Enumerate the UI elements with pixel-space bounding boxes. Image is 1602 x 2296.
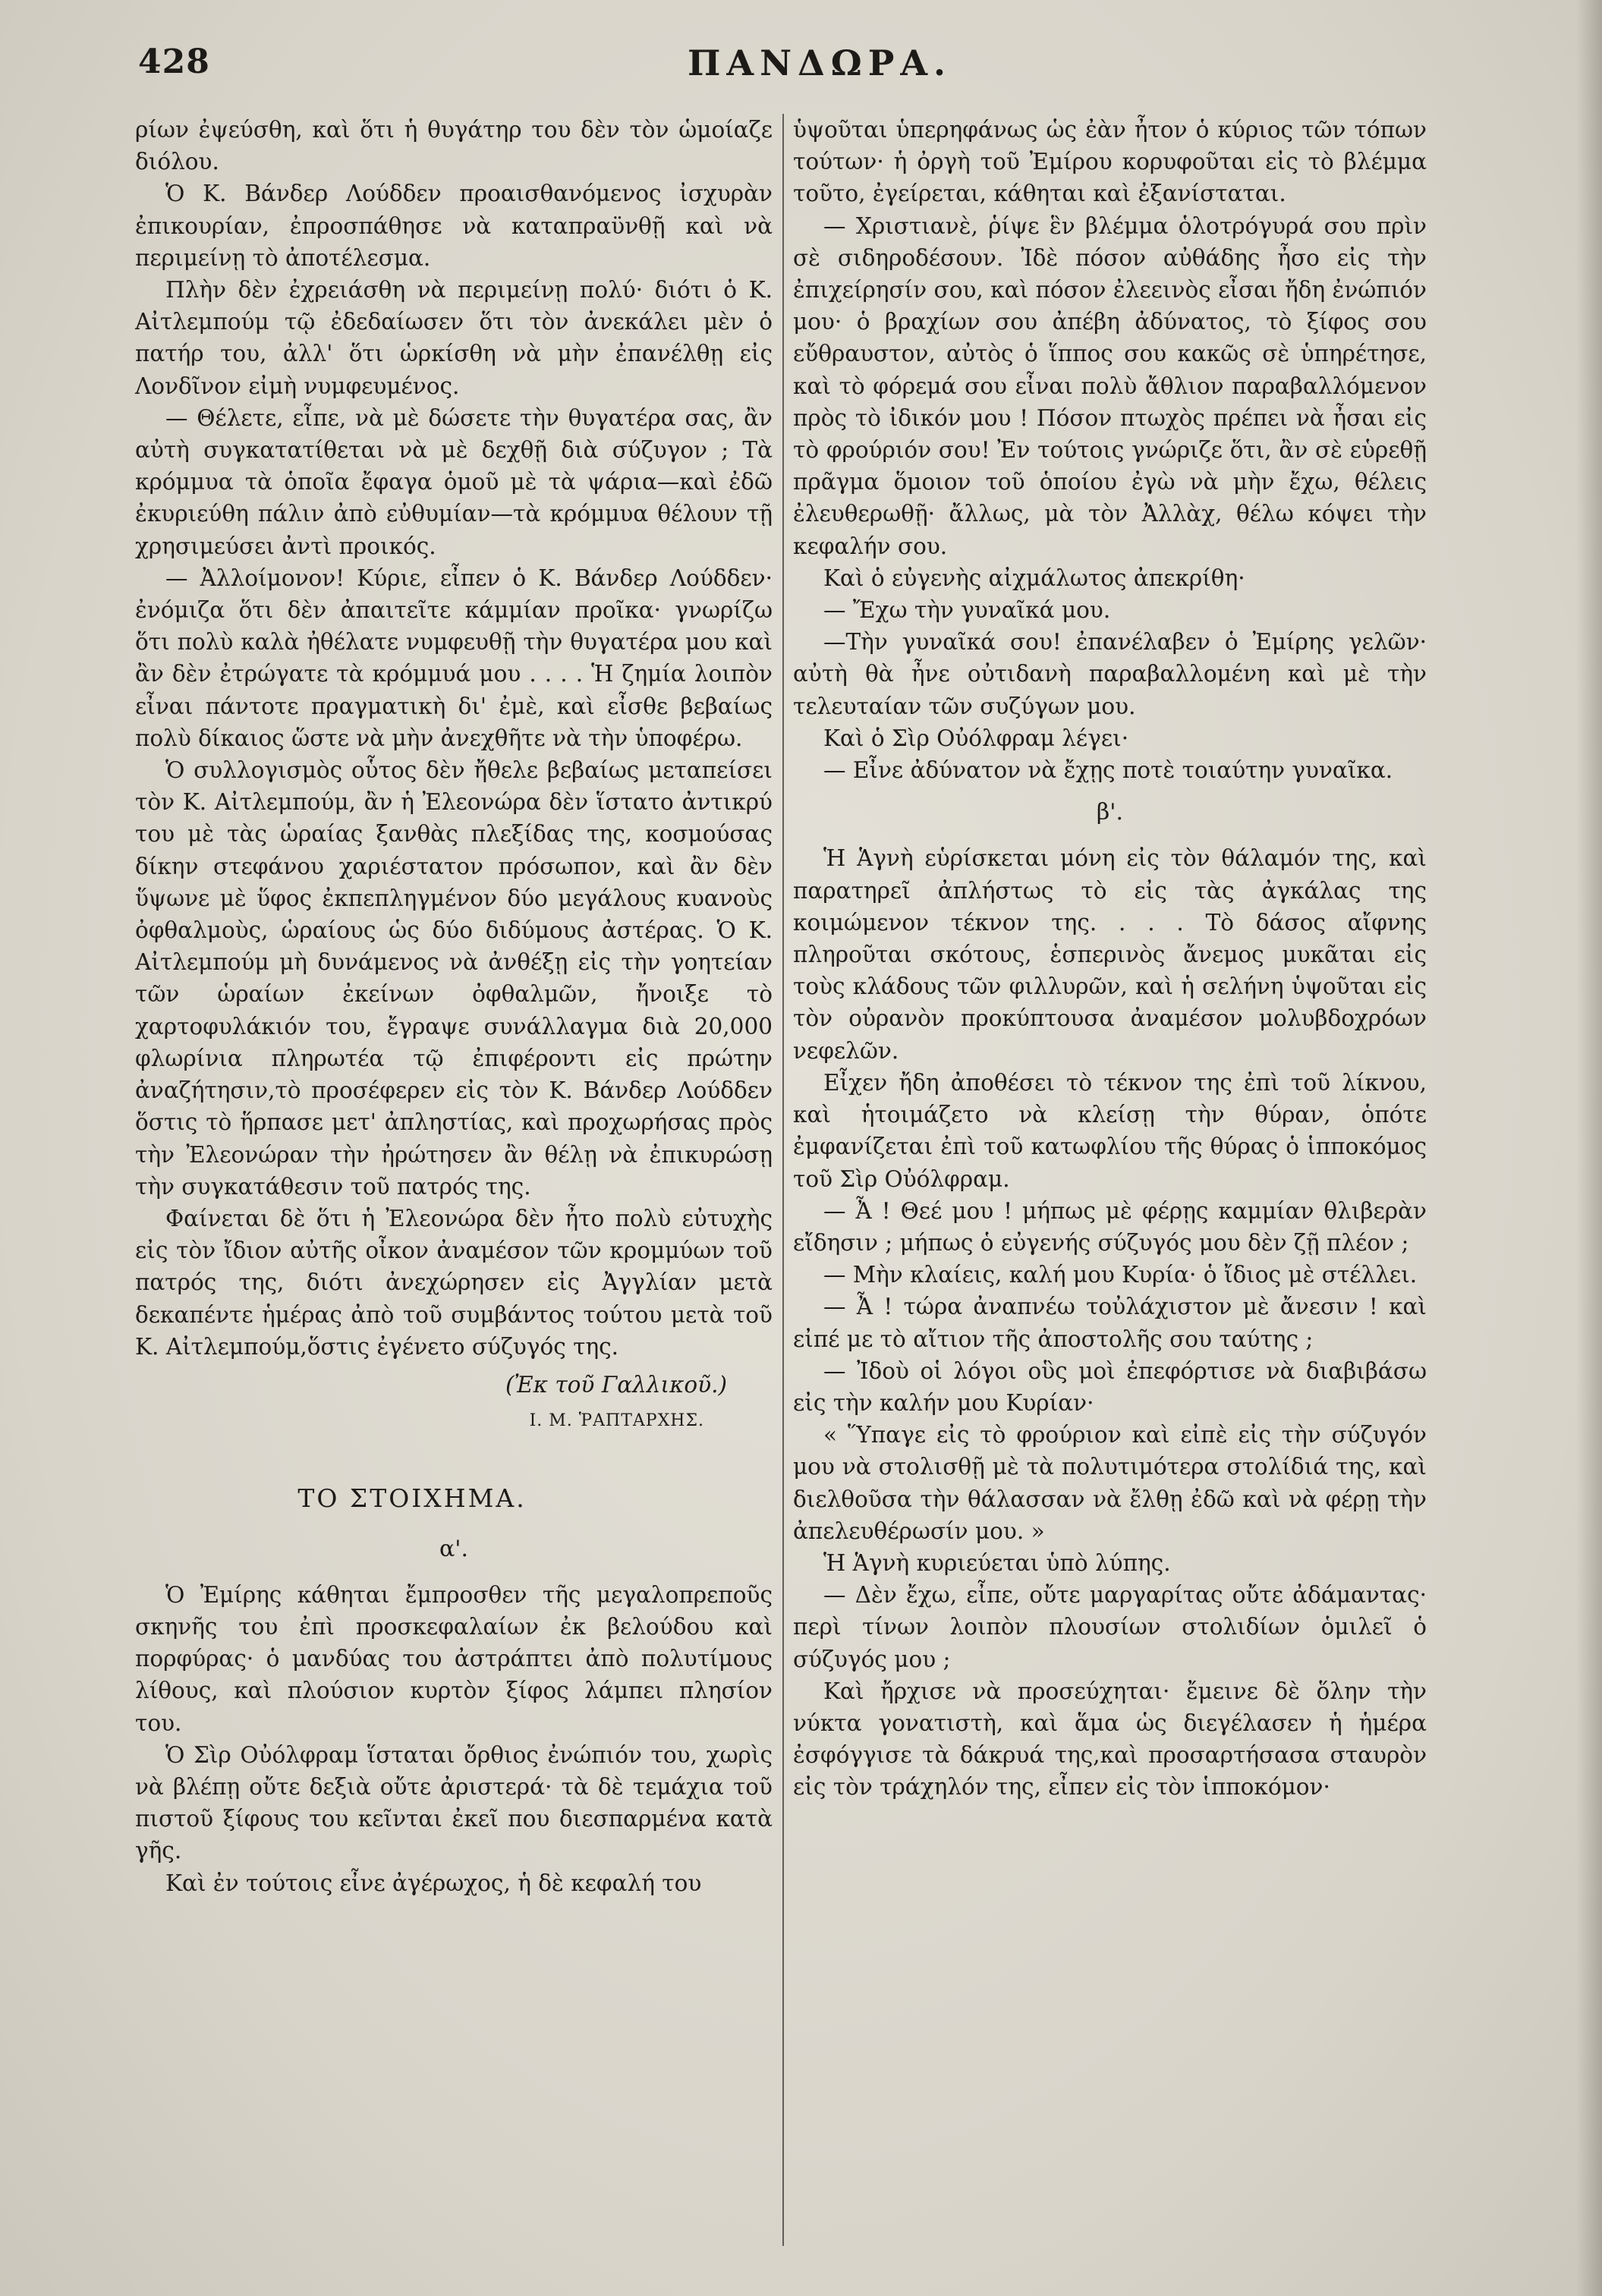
paragraph: Εἶχεν ἤδη ἀποθέσει τὸ τέκνον της ἐπὶ τοῦ λίκνου, καὶ ἡτοιμάζετο νὰ κλείσῃ τὴν θύραν, ὁπότε ἐμφανίζεται ἐπὶ τοῦ κατωφλίου τῆς θύρας ὁ ἱπποκόμος τοῦ Σὶρ Οὐόλφραμ. [793,1069,1427,1192]
paragraph: Ἡ Ἁγνὴ κυριεύεται ὑπὸ λύπης. [823,1549,1171,1576]
author-signature: Ι. Μ. ῬΑΠΤΑΡΧΗΣ. [529,1411,704,1431]
paragraph: Καὶ ὁ εὐγενὴς αἰχμάλωτος ἀπεκρίθη· [823,565,1245,591]
paragraph: Ὁ Κ. Βάνδερ Λούδδεν προαισθανόμενος ἰσχυρὰν ἐπικουρίαν, ἐπροσπάθησε νὰ καταπραϋνθῇ καὶ νὰ περιμείνῃ τὸ ἀποτέλεσμα. [135,181,773,271]
paragraph: — Ἰδοὺ οἱ λόγοι οὓς μοὶ ἐπεφόρτισε νὰ διαβιβάσω εἰς τὴν καλήν μου Κυρίαν· [793,1357,1427,1416]
binding-shadow [1576,0,1602,2296]
paragraph: Ἡ Ἁγνὴ εὑρίσκεται μόνη εἰς τὸν θάλαμόν της, καὶ παρατηρεῖ ἀπλήστως τὸ εἰς τὰς ἀγκάλας της κοιμώμενον τέκνον της. . . . Τὸ δάσος αἴφνης πληροῦται σκότους, ἑσπερινὸς ἄνεμος μυκᾶται εἰς τοὺς κλάδους τῶν φιλλυρῶν, καὶ ἡ σελήνη ὑψοῦται εἰς τὸν οὐρανὸν προκύπτουσα ἀναμέσον μολυβδοχρόων νεφελῶν. [793,845,1427,1064]
running-title: ΠΑΝΔΩΡΑ. [687,42,952,83]
paragraph: « Ὕπαγε εἰς τὸ φρούριον καὶ εἰπὲ εἰς τὴν σύζυγόν μου νὰ στολισθῇ μὲ τὰ πολυτιμότερα στολίδιά της, καὶ διελθοῦσα τὴν θάλασσαν νὰ ἔλθῃ ἐδῶ καὶ νὰ φέρῃ τὴν ἀπελευθέρωσίν μου. » [793,1422,1427,1544]
paragraph: ρίων ἐψεύσθη, καὶ ὅτι ἡ θυγάτηρ του δὲν τὸν ὡμοίαζε διόλου. [135,117,773,175]
paragraph: Καὶ ἤρχισε νὰ προσεύχηται· ἔμεινε δὲ ὅλην τὴν νύκτα γονατιστὴ, καὶ ἅμα ὡς διεγέλασεν ἡ ἡμέρα ἐσφόγγισε τὰ δάκρυά της,καὶ προσαρτήσασα σταυρὸν εἰς τὸν τράχηλόν της, εἶπεν εἰς τὸν ἱπποκόμον· [793,1678,1427,1801]
article-title: ΤΟ ΣΤΟΙΧΗΜΑ. [297,1483,527,1514]
paragraph: Πλὴν δὲν ἐχρειάσθη νὰ περιμείνῃ πολύ· διότι ὁ Κ. Αἰτλεμπούμ τῷ ἐδεδαίωσεν ὅτι τὸν ἀνεκάλει μὲν ὁ πατήρ του, ἀλλ' ὅτι ὡρκίσθη νὰ μὴν ἐπανέλθῃ εἰς Λονδῖνον εἰμὴ νυμφευμένος. [135,277,773,399]
paragraph: —Τὴν γυναῖκά σου! ἐπανέλαβεν ὁ Ἐμίρης γελῶν· αὐτὴ θὰ ἦνε οὐτιδανὴ παραβαλλομένη καὶ μὲ τὴν τελευταίαν τῶν συζύγων μου. [793,629,1427,719]
left-column [135,114,773,1899]
source-note: (Ἐκ τοῦ Γαλλικοῦ.) [505,1371,727,1398]
paragraph: — Εἶνε ἀδύνατον νὰ ἔχῃς ποτὲ τοιαύτην γυναῖκα. [823,757,1393,784]
paragraph: Φαίνεται δὲ ὅτι ἡ Ἐλεονώρα δὲν ἦτο πολὺ εὐτυχὴς εἰς τὸν ἴδιον αὐτῆς οἶκον ἀναμέσον τῶν κρομμύων τοῦ πατρός της, διότι ἀνεχώρησεν εἰς Ἀγγλίαν μετὰ δεκαπέντε ἡμέρας ἀπὸ τοῦ συμβάντος τούτου μετὰ τοῦ Κ. Αἰτλεμπούμ,ὅστις ἐγένετο σύζυγός της. [135,1205,773,1360]
paragraph: — Χριστιανὲ, ῥίψε ἓν βλέμμα ὁλοτρόγυρά σου πρὶν σὲ σιδηροδέσουν. Ἰδὲ πόσον αὐθάδης ἦσο εἰς τὴν ἐπιχείρησίν σου, καὶ πόσον ἐλεεινὸς εἶσαι ἤδη ἐνώπιόν μου· ὁ βραχίων σου ἀπέβη ἀδύνατος, τὸ ξίφος σου εὔθραυστον, αὐτὸς ὁ ἵππος σου κακῶς σὲ ὑπηρέτησε, καὶ τὸ φόρεμά σου εἶναι πολὺ ἄθλιον παραβαλλόμενον πρὸς τὸ ἰδικόν μου ! Πόσον πτωχὸς πρέπει νὰ ἦσαι εἰς τὸ φρούριόν σου! Ἐν τούτοις γνώριζε ὅτι, ἂν σὲ εὑρεθῇ πρᾶγμα ὅμοιον τοῦ ὁποίου ἐγὼ νὰ μὴν ἔχω, θέλεις ἐλευθερωθῇ· ἄλλως, μὰ τὸν Ἀλλὰχ, θέλω κόψει τὴν κεφαλήν σου. [793,212,1427,559]
paragraph: Καὶ ἐν τούτοις εἶνε ἀγέρωχος, ἡ δὲ κεφαλή του [165,1870,702,1896]
section-number-beta: β'. [1096,799,1124,826]
paragraph: — Ἆ ! τώρα ἀναπνέω τοὐλάχιστον μὲ ἄνεσιν ! καὶ εἰπέ με τὸ αἴτιον τῆς ἀποστολῆς σου ταύτης ; [793,1294,1427,1352]
paragraph: Ὁ Ἐμίρης κάθηται ἔμπροσθεν τῆς μεγαλοπρεποῦς σκηνῆς του ἐπὶ προσκεφαλαίων ἐκ βελούδου καὶ πορφύρας· ὁ μανδύας του ἀστράπτει ἀπὸ πολυτίμους λίθους, καὶ πλούσιον κυρτὸν ξίφος λάμπει πλησίον του. [135,1581,773,1736]
section-number-alpha: α'. [439,1535,469,1562]
paragraph: ὑψοῦται ὑπερηφάνως ὡς ἐὰν ἦτον ὁ κύριος τῶν τόπων τούτων· ἡ ὀργὴ τοῦ Ἐμίρου κορυφοῦται εἰς τὸ βλέμμα τοῦτο, ἐγείρεται, κάθηται καὶ ἐξανίσταται. [793,117,1427,207]
column-divider [782,114,784,2246]
paragraph: — Θέλετε, εἶπε, νὰ μὲ δώσετε τὴν θυγατέρα σας, ἂν αὐτὴ συγκατατίθεται νὰ μὲ δεχθῇ διὰ σύζυγον ; Τὰ κρόμμυα τὰ ὁποῖα ἔφαγα ὁμοῦ μὲ τὰ ψάρια—καὶ ἐδῶ ἐκυριεύθη πάλιν ἀπὸ εὐθυμίαν—τὰ κρόμμυα θέλουν τῇ χρησιμεύσει ἀντὶ προικός. [135,404,773,559]
page-number: 428 [138,42,210,81]
paragraph: — Μὴν κλαίεις, καλή μου Κυρία· ὁ ἴδιος μὲ στέλλει. [823,1262,1418,1288]
paragraph: Καὶ ὁ Σὶρ Οὐόλφραμ λέγει· [823,725,1129,751]
paragraph: — Ἆ ! Θεέ μου ! μήπως μὲ φέρῃς καμμίαν θλιβερὰν εἴδησιν ; μήπως ὁ εὐγενής σύζυγός μου δὲν ζῇ πλέον ; [793,1197,1427,1256]
paragraph: — Ἔχω τὴν γυναῖκά μου. [823,597,1111,624]
paragraph: Ὁ Σὶρ Οὐόλφραμ ἵσταται ὄρθιος ἐνώπιόν του, χωρὶς νὰ βλέπῃ οὔτε δεξιὰ οὔτε ἀριστερά· τὰ δὲ τεμάχια τοῦ πιστοῦ ξίφους του κεῖνται ἐκεῖ που διεσπαρμένα κατὰ γῆς. [135,1741,773,1864]
right-column [793,114,1427,1804]
paragraph: — Ἀλλοίμονον! Κύριε, εἶπεν ὁ Κ. Βάνδερ Λούδδεν· ἐνόμιζα ὅτι δὲν ἀπαιτεῖτε κάμμίαν προῖκα· γνωρίζω ὅτι πολὺ καλὰ ἠθέλατε νυμφευθῇ τὴν θυγατέρα μου καὶ ἂν δὲν ἐτρώγατε τὰ κρόμμυά μου . . . . Ἡ ζημία λοιπὸν εἶναι πάντοτε πραγματικὴ δι' ἐμὲ, καὶ εἶσθε βεβαίως πολὺ δίκαιος ὥστε νὰ μὴν ἀνεχθῆτε νὰ τὴν ὑποφέρω. [135,565,773,751]
paragraph: — Δὲν ἔχω, εἶπε, οὔτε μαργαρίτας οὔτε ἀδάμαντας· περὶ τίνων λοιπὸν πλουσίων στολιδίων ὁμιλεῖ ὁ σύζυγός μου ; [793,1582,1427,1672]
paragraph: Ὁ συλλογισμὸς οὗτος δὲν ἤθελε βεβαίως μεταπείσει τὸν Κ. Αἰτλεμπούμ, ἂν ἡ Ἐλεονώρα δὲν ἵστατο ἀντικρύ του μὲ τὰς ὡραίας ξανθὰς πλεξίδας της, κοσμούσας δίκην στεφάνου χαριέστατον πρόσωπον, καὶ ἂν δὲν ὕψωνε μὲ ὕφος ἐκπεπληγμένον δύο μεγάλους κυανοὺς ὀφθαλμοὺς, ὡραίους ὡς δύο διδύμους ἀστέρας. Ὁ Κ. Αἰτλεμπούμ μὴ δυνάμενος νὰ ἀνθέξῃ εἰς τὴν γοητείαν τῶν ὡραίων ἐκείνων ὀφθαλμῶν, ἤνοιξε τὸ χαρτοφυλάκιόν του, ἔγραψε συνάλλαγμα διὰ 20,000 φλωρίνια πληρωτέα τῷ ἐπιφέροντι εἰς πρώτην ἀναζήτησιν,τὸ προσέφερεν εἰς τὸν Κ. Βάνδερ Λούδδεν ὅστις τὸ ἥρπασε μετ' ἀπληστίας, καὶ προχωρήσας πρὸς τὴν Ἐλεονώραν τὴν ἠρώτησεν ἂν θέλῃ νὰ ἐπικυρώσῃ τὴν συγκατάθεσιν τοῦ πατρός της. [135,757,773,1200]
